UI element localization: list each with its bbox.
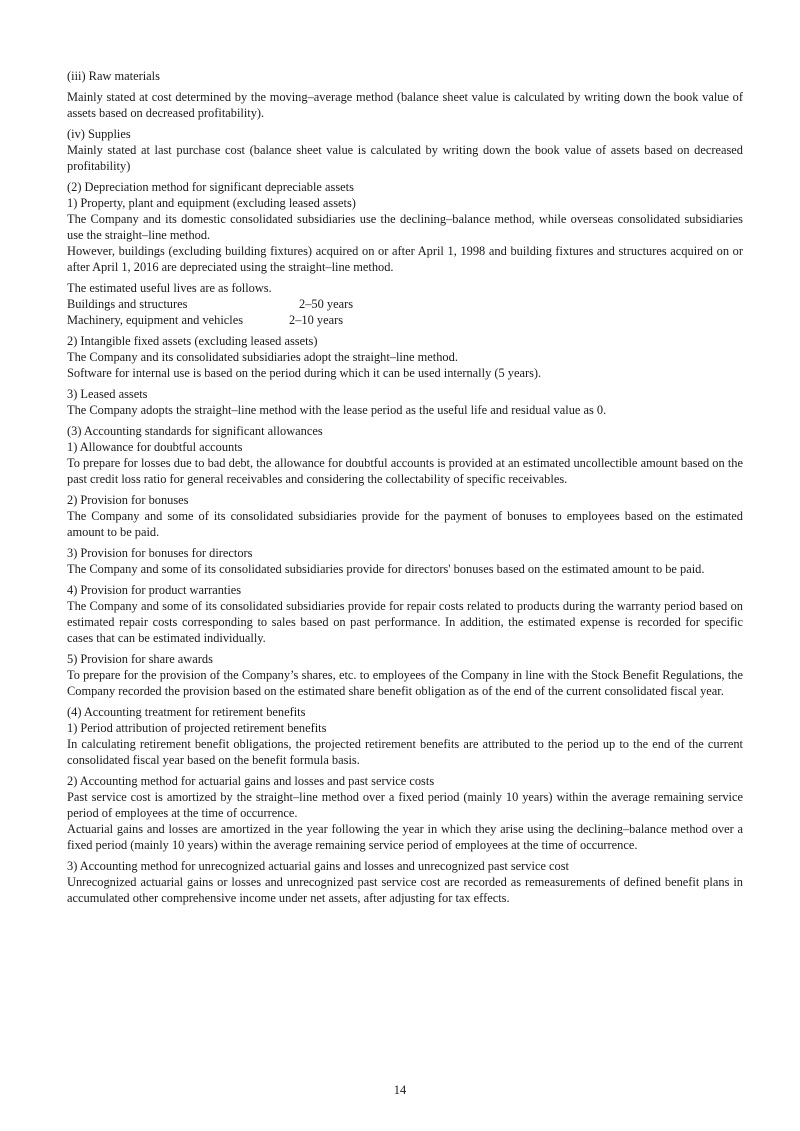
useful-lives-intro: The estimated useful lives are as follows. bbox=[67, 281, 272, 295]
paragraph-actuarial-1: Past service cost is amortized by the straight–line method over a fixed period (mainly 10 years) within the average remaining service period of employees at the time of occurrence. bbox=[67, 790, 743, 820]
paragraph-period-attribution: In calculating retirement benefit obligations, the projected retirement benefits are attributed to the period up to the end of the current consolidated fiscal year based on the benefit formula basis. bbox=[67, 737, 743, 767]
useful-life-value: 2–10 years bbox=[289, 313, 344, 327]
section-title-leased: 3) Leased assets bbox=[67, 387, 148, 401]
paragraph-doubtful: To prepare for losses due to bad debt, the allowance for doubtful accounts is provided at an estimated uncollectible amount based on the past credit loss ratio for general receivables and considering the collectability of specific receivables. bbox=[67, 456, 743, 486]
paragraph-supplies: Mainly stated at last purchase cost (balance sheet value is calculated by writing down the book value of assets based on decreased profitability) bbox=[67, 143, 743, 173]
useful-life-label: Machinery, equipment and vehicles bbox=[67, 313, 244, 327]
paragraph-bonuses: The Company and some of its consolidated subsidiaries provide for the payment of bonuses to employees based on the estimated amount to be paid. bbox=[67, 509, 743, 539]
useful-life-row bbox=[67, 312, 743, 328]
useful-life-row bbox=[67, 296, 743, 312]
paragraph-warranties: The Company and some of its consolidated subsidiaries provide for repair costs related to products during the warranty period based on estimated repair costs corresponding to sales based on past performance. In addition, the estimated expense is recorded for specific cases that can be estimated individually. bbox=[67, 599, 743, 645]
paragraph-leased: The Company adopts the straight–line method with the lease period as the useful life and residual value as 0. bbox=[67, 403, 607, 417]
section-title-warranties: 4) Provision for product warranties bbox=[67, 583, 242, 597]
section-title-doubtful: 1) Allowance for doubtful accounts bbox=[67, 440, 243, 454]
paragraph-unrecognized: Unrecognized actuarial gains or losses and unrecognized past service cost are recorded as remeasurements of defined benefit plans in accumulated other comprehensive income under net assets, after adjusting for tax effects. bbox=[67, 875, 743, 905]
section-title-supplies: (iv) Supplies bbox=[67, 127, 131, 141]
section-title-ppe: 1) Property, plant and equipment (excluding leased assets) bbox=[67, 196, 356, 210]
paragraph-share-awards: To prepare for the provision of the Company’s shares, etc. to employees of the Company in line with the Stock Benefit Regulations, the Company recorded the provision based on the estimated share benefit obligation as of the end of the current consolidated fiscal year. bbox=[67, 668, 743, 698]
useful-life-value: 2–50 years bbox=[299, 297, 354, 311]
paragraph-directors-bonuses: The Company and some of its consolidated subsidiaries provide for directors' bonuses based on the estimated amount to be paid. bbox=[67, 562, 705, 576]
useful-life-label: Buildings and structures bbox=[67, 297, 188, 311]
section-title-bonuses: 2) Provision for bonuses bbox=[67, 493, 189, 507]
paragraph-intangible-2: Software for internal use is based on the period during which it can be used internally (5 years). bbox=[67, 366, 542, 380]
paragraph-ppe-1: The Company and its domestic consolidated subsidiaries use the declining–balance method, while overseas consolidated subsidiaries use the straight–line method. bbox=[67, 212, 743, 242]
page-number: 14 bbox=[393, 1083, 407, 1097]
section-title-share-awards: 5) Provision for share awards bbox=[67, 652, 213, 666]
heading-depreciation: (2) Depreciation method for significant depreciable assets bbox=[67, 180, 354, 194]
section-title-period-attribution: 1) Period attribution of projected retirement benefits bbox=[67, 721, 327, 735]
paragraph-ppe-2: However, buildings (excluding building fixtures) acquired on or after April 1, 1998 and building fixtures and structures acquired on or after April 1, 2016 are depreciated using the straight–line method. bbox=[67, 244, 743, 274]
paragraph-raw-materials: Mainly stated at cost determined by the moving–average method (balance sheet value is calculated by writing down the book value of assets based on decreased profitability). bbox=[67, 90, 743, 120]
section-title-raw-materials: (iii) Raw materials bbox=[67, 69, 160, 83]
paragraph-intangible-1: The Company and its consolidated subsidiaries adopt the straight–line method. bbox=[67, 350, 458, 364]
heading-retirement: (4) Accounting treatment for retirement benefits bbox=[67, 705, 306, 719]
paragraph-actuarial-2: Actuarial gains and losses are amortized in the year following the year in which they arise using the declining–balance method over a fixed period (mainly 10 years) within the average remaining service period of employees at the time of occurrence. bbox=[67, 822, 743, 852]
section-title-actuarial: 2) Accounting method for actuarial gains and losses and past service costs bbox=[67, 774, 435, 788]
heading-allowances: (3) Accounting standards for significant allowances bbox=[67, 424, 323, 438]
section-title-directors-bonuses: 3) Provision for bonuses for directors bbox=[67, 546, 253, 560]
section-title-unrecognized: 3) Accounting method for unrecognized actuarial gains and losses and unrecognized past service cost bbox=[67, 859, 569, 873]
section-title-intangible: 2) Intangible fixed assets (excluding leased assets) bbox=[67, 334, 318, 348]
